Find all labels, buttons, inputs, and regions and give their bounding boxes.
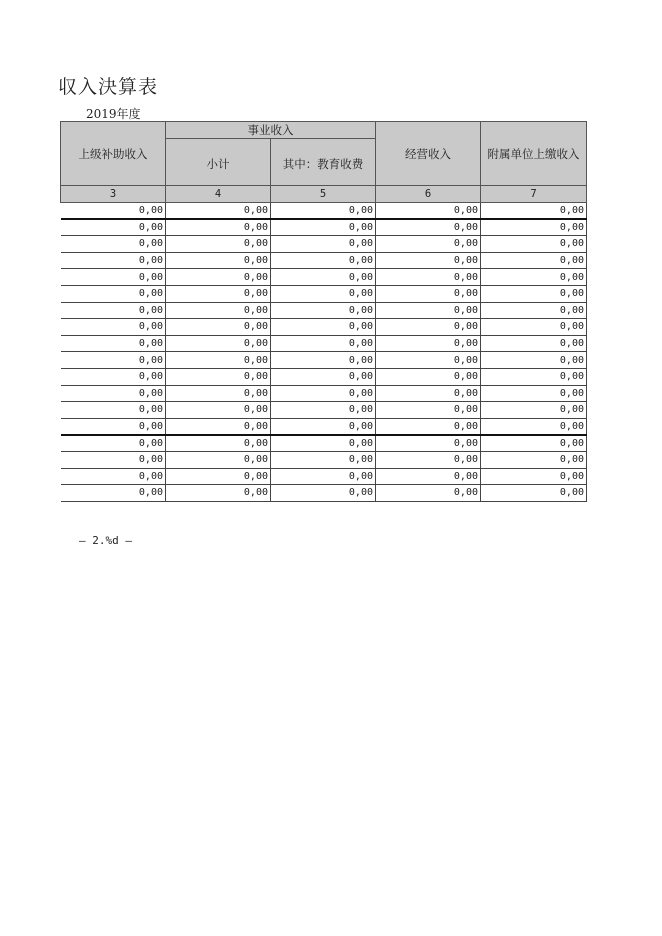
table-cell: 0,00 (376, 352, 481, 369)
table-row (61, 485, 587, 502)
table-cell: 0,00 (61, 335, 166, 352)
table-cell: 0,00 (166, 285, 271, 302)
table-cell: 0,00 (481, 252, 587, 269)
table-cell: 0,00 (376, 451, 481, 468)
table-cell: 0,00 (61, 302, 166, 319)
table-cell: 0,00 (376, 203, 481, 220)
table-cell: 0,00 (481, 435, 587, 452)
table-cell: 0,00 (166, 269, 271, 286)
table-cell: 0,00 (61, 468, 166, 485)
table-cell: 0,00 (481, 451, 587, 468)
table-row (61, 402, 587, 419)
table-cell: 0,00 (166, 485, 271, 502)
table-cell: 0,00 (481, 269, 587, 286)
table-cell: 0,00 (376, 236, 481, 253)
table-cell: 0,00 (61, 368, 166, 385)
table-cell: 0,00 (376, 418, 481, 435)
header-superior-subsidy: 上级补助收入 (61, 122, 166, 186)
income-table (60, 121, 586, 502)
table-cell: 0,00 (61, 352, 166, 369)
column-index: 6 (376, 186, 481, 203)
table-cell: 0,00 (61, 236, 166, 253)
column-index-row (61, 186, 587, 203)
column-index: 5 (271, 186, 376, 203)
table-cell: 0,00 (271, 352, 376, 369)
table-row (61, 468, 587, 485)
table-cell: 0,00 (376, 402, 481, 419)
table-cell: 0,00 (271, 435, 376, 452)
table-cell: 0,00 (271, 335, 376, 352)
table-cell: 0,00 (61, 402, 166, 419)
table-cell: 0,00 (166, 451, 271, 468)
table-cell: 0,00 (271, 269, 376, 286)
table-cell: 0,00 (166, 335, 271, 352)
table-cell: 0,00 (271, 285, 376, 302)
table-cell: 0,00 (271, 236, 376, 253)
table-cell: 0,00 (481, 236, 587, 253)
table-cell: 0,00 (166, 352, 271, 369)
table-cell: 0,00 (376, 302, 481, 319)
table-cell: 0,00 (376, 368, 481, 385)
table-cell: 0,00 (61, 319, 166, 336)
table-cell: 0,00 (376, 468, 481, 485)
table-cell: 0,00 (481, 385, 587, 402)
table-cell: 0,00 (61, 435, 166, 452)
table-cell: 0,00 (166, 385, 271, 402)
column-index: 4 (166, 186, 271, 203)
table-cell: 0,00 (271, 252, 376, 269)
header-education-fees: 其中：教育收费 (271, 139, 376, 186)
table-row (61, 352, 587, 369)
header-affiliated-payments: 附属单位上缴收入 (481, 122, 587, 186)
table-cell: 0,00 (271, 368, 376, 385)
header-subtotal: 小计 (166, 139, 271, 186)
column-index: 7 (481, 186, 587, 203)
table-cell: 0,00 (61, 252, 166, 269)
table-cell: 0,00 (271, 319, 376, 336)
table-cell: 0,00 (61, 285, 166, 302)
table-cell: 0,00 (481, 219, 587, 236)
table-cell: 0,00 (481, 335, 587, 352)
table-cell: 0,00 (481, 302, 587, 319)
header-business-income: 事业收入 (166, 122, 376, 139)
page-title: 収入決算表 (58, 76, 159, 98)
table-cell: 0,00 (166, 319, 271, 336)
table-cell: 0,00 (376, 319, 481, 336)
table-body (61, 203, 587, 502)
table-cell: 0,00 (481, 285, 587, 302)
table-cell: 0,00 (271, 302, 376, 319)
table-cell: 0,00 (166, 252, 271, 269)
table-cell: 0,00 (376, 435, 481, 452)
table-row (61, 236, 587, 253)
table-cell: 0,00 (271, 402, 376, 419)
table-cell: 0,00 (61, 385, 166, 402)
table-cell: 0,00 (376, 385, 481, 402)
table-row (61, 385, 587, 402)
table-cell: 0,00 (166, 302, 271, 319)
table-row (61, 302, 587, 319)
table-row (61, 451, 587, 468)
table-cell: 0,00 (376, 335, 481, 352)
table-cell: 0,00 (166, 219, 271, 236)
table-cell: 0,00 (271, 418, 376, 435)
table-cell: 0,00 (271, 451, 376, 468)
table-cell: 0,00 (166, 368, 271, 385)
table-cell: 0,00 (271, 468, 376, 485)
table-cell: 0,00 (166, 236, 271, 253)
table-cell: 0,00 (271, 219, 376, 236)
table-row (61, 285, 587, 302)
table-cell: 0,00 (166, 203, 271, 220)
table-row (61, 418, 587, 435)
table-cell: 0,00 (481, 485, 587, 502)
table-cell: 0,00 (271, 485, 376, 502)
table-cell: 0,00 (166, 435, 271, 452)
header-operating-income: 经营收入 (376, 122, 481, 186)
column-index: 3 (61, 186, 166, 203)
table-row (61, 252, 587, 269)
table-cell: 0,00 (61, 219, 166, 236)
table-cell: 0,00 (481, 352, 587, 369)
table-cell: 0,00 (166, 468, 271, 485)
table-cell: 0,00 (376, 219, 481, 236)
table-cell: 0,00 (376, 269, 481, 286)
table-cell: 0,00 (166, 402, 271, 419)
table-cell: 0,00 (61, 451, 166, 468)
table-row (61, 319, 587, 336)
table-cell: 0,00 (481, 203, 587, 220)
table-cell: 0,00 (481, 368, 587, 385)
table-cell: 0,00 (481, 319, 587, 336)
table-cell: 0,00 (376, 252, 481, 269)
table-row (61, 435, 587, 452)
table-cell: 0,00 (61, 269, 166, 286)
period-label: 2019年度 (86, 107, 141, 121)
table-cell: 0,00 (271, 385, 376, 402)
table-cell: 0,00 (481, 468, 587, 485)
table-row (61, 219, 587, 236)
table-cell: 0,00 (481, 402, 587, 419)
table-cell: 0,00 (61, 203, 166, 220)
table-row (61, 203, 587, 220)
table-cell: 0,00 (61, 485, 166, 502)
table-cell: 0,00 (376, 485, 481, 502)
table-cell: 0,00 (481, 418, 587, 435)
table-cell: 0,00 (61, 418, 166, 435)
table-row (61, 269, 587, 286)
table-row (61, 335, 587, 352)
table-cell: 0,00 (376, 285, 481, 302)
table-cell: 0,00 (166, 418, 271, 435)
page-footer: — 2.%d — (79, 534, 132, 547)
table-cell: 0,00 (271, 203, 376, 220)
table-row (61, 368, 587, 385)
